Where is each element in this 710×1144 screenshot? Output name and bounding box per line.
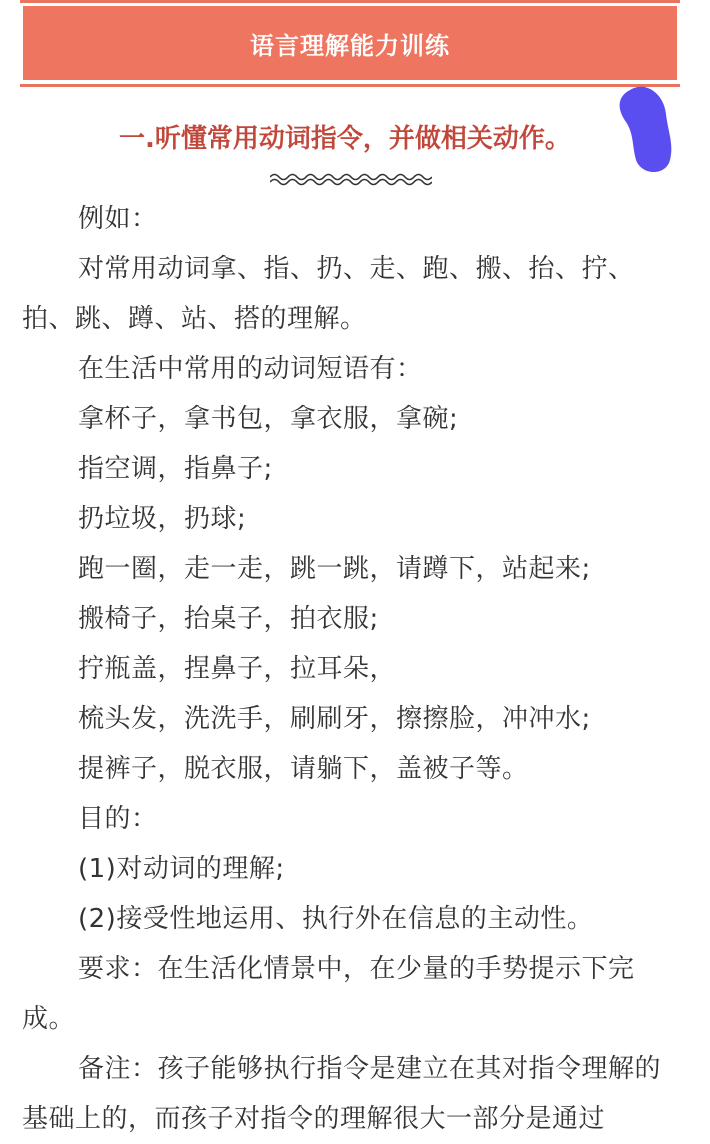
paragraph: 拧瓶盖，捏鼻子，拉耳朵， bbox=[78, 654, 397, 684]
section-title: 一.听懂常用动词指令，并做相关动作。 bbox=[119, 124, 571, 154]
header-bottom-rule bbox=[20, 84, 680, 87]
wavy-divider-icon bbox=[270, 172, 432, 186]
article-body bbox=[22, 194, 670, 1144]
paragraph: (2)接受性地运用、执行外在信息的主动性。 bbox=[78, 904, 594, 934]
paragraph: 梳头发，洗洗手，刷刷牙，擦擦脸，冲冲水; bbox=[78, 704, 591, 734]
paragraph: 搬椅子，抬桌子，拍衣服; bbox=[78, 604, 379, 634]
paragraph: 跑一圈，走一走，跳一跳，请蹲下，站起来; bbox=[78, 554, 591, 584]
header-box bbox=[23, 6, 677, 80]
paragraph: 备注：孩子能够执行指令是建立在其对指令理解的基础上的，而孩子对指令的理解很大一部分是通过 bbox=[22, 1054, 662, 1134]
paragraph: 拿杯子，拿书包，拿衣服，拿碗; bbox=[78, 404, 459, 434]
blue-marker-blob bbox=[612, 84, 682, 176]
paragraph: 在生活中常用的动词短语有： bbox=[78, 354, 423, 384]
paragraph: 要求：在生活化情景中，在少量的手势提示下完成。 bbox=[22, 954, 635, 1034]
paragraph: 对常用动词拿、指、扔、走、跑、搬、抬、拧、拍、跳、蹲、站、搭的理解。 bbox=[22, 254, 635, 334]
header-banner bbox=[20, 0, 680, 90]
paragraph: 例如： bbox=[78, 204, 158, 234]
paragraph: 扔垃圾，扔球; bbox=[78, 504, 247, 534]
paragraph: 指空调，指鼻子; bbox=[78, 454, 273, 484]
header-title: 语言理解能力训练 bbox=[250, 31, 450, 60]
paragraph: 目的： bbox=[78, 804, 158, 834]
header-top-rule bbox=[20, 0, 680, 3]
paragraph: (1)对动词的理解; bbox=[78, 854, 285, 884]
paragraph: 提裤子，脱衣服，请躺下，盖被子等。 bbox=[78, 754, 529, 784]
